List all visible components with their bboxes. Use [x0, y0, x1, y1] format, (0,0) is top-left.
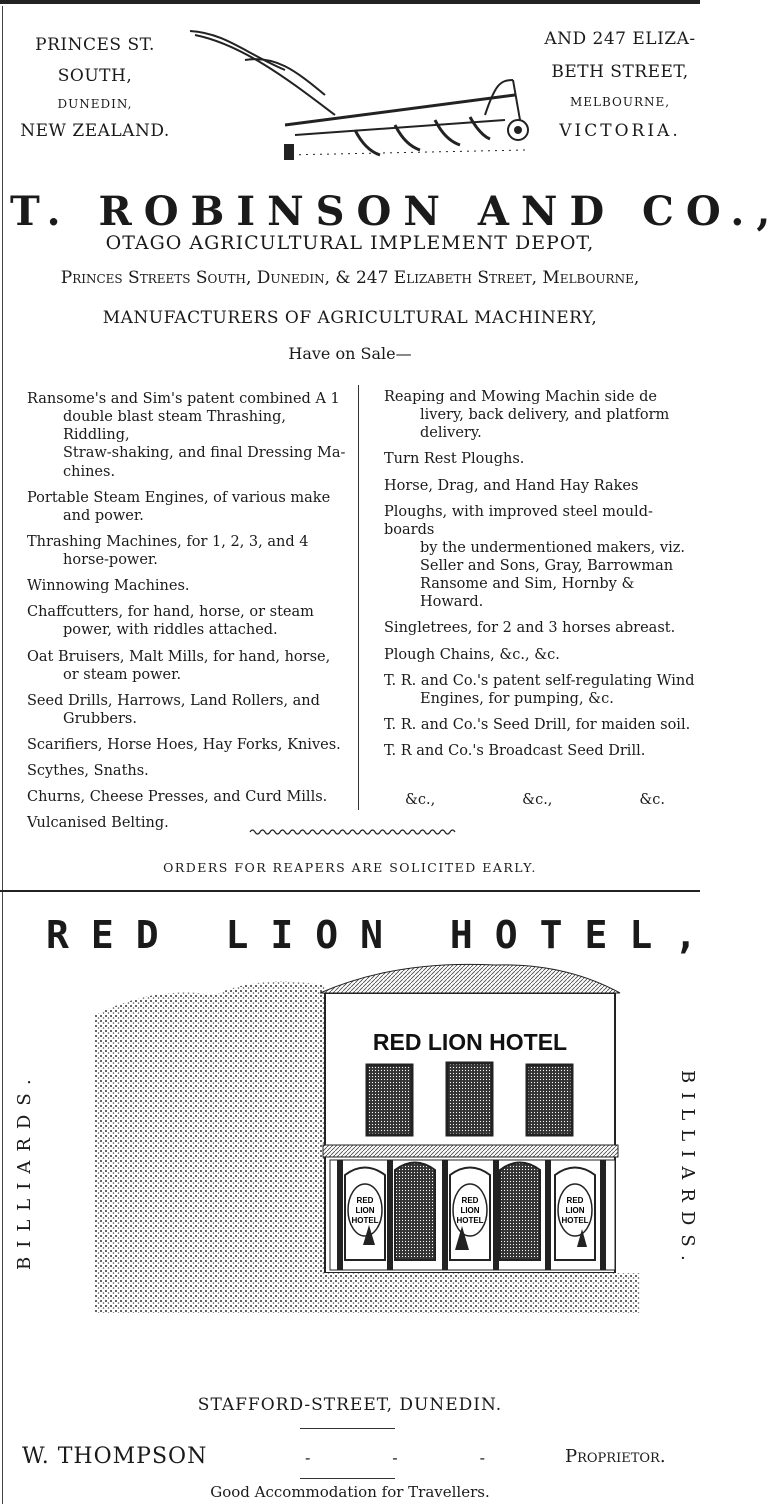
small-sign-text: RED: [566, 1196, 584, 1205]
header-right-line: AND 247 ELIZA-: [544, 29, 696, 49]
plough-illustration: [185, 25, 535, 170]
header-right-line: MELBOURNE,: [569, 94, 671, 109]
product-item-continuation: delivery.: [420, 425, 482, 442]
header-right-line: BETH STREET,: [551, 61, 689, 82]
product-list-item: [27, 762, 357, 780]
product-item-line: Singletrees, for 2 and 3 horses abreast.: [384, 620, 676, 637]
product-list-item: [27, 577, 357, 595]
etc-item: &c.: [639, 792, 665, 808]
small-sign-text: LION: [355, 1206, 375, 1215]
product-item-line: T. R and Co.'s Broadcast Seed Drill.: [384, 743, 646, 759]
ad1-subtitle: OTAGO AGRICULTURAL IMPLEMENT DEPOT,: [105, 232, 595, 254]
top-border: [0, 0, 700, 4]
small-sign-text: RED: [356, 1196, 374, 1205]
dash: -: [392, 1448, 398, 1467]
header-right-line: VICTORIA.: [559, 121, 681, 142]
small-sign-text: HOTEL: [456, 1216, 484, 1225]
wavy-divider: [250, 828, 455, 836]
hotel-sign-text: RED LION HOTEL: [372, 1029, 568, 1055]
hotel-engraving: [95, 955, 640, 1355]
product-item-line: Scarifiers, Horse Hoes, Hay Forks, Knives.: [27, 737, 341, 753]
small-sign-text: HOTEL: [351, 1216, 379, 1225]
product-item-line: Horse, Drag, and Hand Hay Rakes: [384, 477, 639, 494]
product-item-continuation: by the undermentioned makers, viz.: [420, 539, 686, 556]
product-list-item: [384, 619, 700, 637]
product-item-continuation: Grubbers.: [63, 710, 137, 727]
product-item-line: T. R. and Co.'s Seed Drill, for maiden soil.: [384, 716, 691, 733]
product-item-continuation: Seller and Sons, Gray, Barrowman: [420, 558, 674, 574]
ad1-on-sale: Have on Sale—: [288, 344, 412, 363]
street: [95, 1273, 640, 1313]
short-rule: [300, 1428, 395, 1429]
product-item-line: Turn Rest Ploughs.: [384, 451, 525, 468]
product-item-line: Ploughs, with improved steel mould-boards: [384, 503, 653, 538]
ad1-orders-note: ORDERS FOR REAPERS ARE SOLICITED EARLY.: [163, 860, 537, 875]
product-list-item: [384, 716, 700, 734]
product-item-continuation: and power.: [63, 507, 144, 524]
hotel-window: [527, 1065, 572, 1135]
product-item-continuation: double blast steam Thrashing, Riddling,: [63, 409, 286, 444]
dash: -: [305, 1448, 311, 1467]
proprietor-name: W. THOMPSON: [22, 1444, 208, 1469]
hotel-window: [447, 1063, 492, 1135]
product-item-continuation: Ransome and Sim, Hornby & Howard.: [420, 576, 635, 611]
product-item-line: T. R. and Co.'s patent self-regulating Wind: [384, 672, 695, 689]
product-list-item: [27, 390, 357, 481]
hotel-roof: [320, 964, 620, 993]
product-item-line: Thrashing Machines, for 1, 2, 3, and 4: [27, 533, 309, 550]
product-item-continuation: horse-power.: [63, 552, 158, 568]
product-item-line: Ransome's and Sim's patent combined A 1: [27, 391, 340, 407]
product-list-item: [384, 450, 700, 468]
product-list-item: [384, 672, 700, 708]
left-border: [2, 6, 3, 1504]
dash-leader: [305, 1448, 485, 1467]
product-item-continuation: Engines, for pumping, &c.: [420, 690, 614, 707]
product-list-item: [27, 736, 357, 754]
small-sign-text: LION: [460, 1206, 480, 1215]
product-item-line: Oat Bruisers, Malt Mills, for hand, horse,: [27, 648, 331, 665]
product-list-item: [27, 648, 357, 684]
proprietor-label: Proprietor.: [565, 1446, 666, 1467]
etc-row: [405, 792, 665, 808]
hotel-window: [367, 1065, 412, 1135]
product-item-continuation: or steam power.: [63, 666, 182, 683]
product-list-item: [27, 489, 357, 525]
ad2-footer: Good Accommodation for Travellers.: [210, 1483, 490, 1501]
dash: -: [479, 1448, 485, 1467]
product-list-item: [384, 646, 700, 664]
header-left-line: NEW ZEALAND.: [20, 121, 170, 142]
billiards-right: BILLIARDS.: [677, 1070, 698, 1270]
product-item-line: Scythes, Snaths.: [27, 763, 149, 780]
product-list-item: [384, 503, 700, 612]
ad-separator: [0, 890, 700, 892]
hotel-doorway: [500, 1163, 540, 1261]
short-rule: [300, 1478, 395, 1479]
product-item-line: Seed Drills, Harrows, Land Rollers, and: [27, 692, 320, 709]
neighbouring-building: [95, 982, 325, 1275]
product-item-line: Plough Chains, &c., &c.: [384, 646, 560, 663]
ad2-address: STAFFORD-STREET, DUNEDIN.: [197, 1395, 503, 1415]
ad1-tagline: MANUFACTURERS OF AGRICULTURAL MACHINERY,: [102, 308, 598, 328]
plough-handle-upper: [195, 35, 335, 115]
product-item-line: Chaffcutters, for hand, horse, or steam: [27, 604, 314, 621]
product-item-line: Churns, Cheese Presses, and Curd Mills.: [27, 789, 328, 806]
product-item-continuation: power, with riddles attached.: [63, 622, 278, 639]
etc-item: &c.,: [522, 792, 553, 808]
product-item-line: Winnowing Machines.: [27, 578, 190, 595]
small-sign-text: HOTEL: [561, 1216, 589, 1225]
product-list-item: [384, 742, 700, 760]
header-right-address: [535, 28, 705, 143]
product-list-item: [27, 533, 357, 569]
ad1-title: T. ROBINSON AND CO.,: [10, 188, 782, 235]
product-item-continuation: Straw-shaking, and final Dressing Ma-: [63, 445, 346, 462]
product-item-continuation: chines.: [63, 463, 116, 480]
small-sign-text: RED: [461, 1196, 479, 1205]
product-list-item: [384, 388, 700, 442]
header-left-line: SOUTH,: [57, 65, 133, 86]
header-left-address: [10, 34, 180, 143]
product-list-item: [27, 603, 357, 639]
billiards-left: BILLIARDS.: [14, 1070, 35, 1270]
ad1-left-column: [27, 390, 357, 841]
hotel-cornice: [323, 1145, 618, 1157]
header-left-line: DUNEDIN,: [57, 96, 133, 111]
ad2-title: RED LION HOTEL,: [46, 913, 720, 957]
ad1-right-column: [384, 388, 700, 768]
product-list-item: [384, 477, 700, 495]
hotel-doorway: [395, 1163, 435, 1261]
product-item-line: Vulcanised Belting.: [27, 815, 169, 832]
small-sign-text: LION: [565, 1206, 585, 1215]
product-list-item: [27, 692, 357, 728]
product-list-item: [27, 788, 357, 806]
etc-item: &c.,: [405, 792, 436, 808]
product-item-line: Portable Steam Engines, of various make: [27, 489, 331, 506]
ad1-address: Princes Streets South, Dunedin, & 247 Elizabeth Street, Melbourne,: [60, 268, 640, 288]
product-item-line: Reaping and Mowing Machin side de: [384, 389, 657, 405]
plough-beam: [285, 95, 515, 125]
header-left-line: PRINCES ST.: [35, 35, 155, 55]
product-item-continuation: livery, back delivery, and platform: [420, 407, 670, 424]
column-divider: [358, 385, 359, 810]
